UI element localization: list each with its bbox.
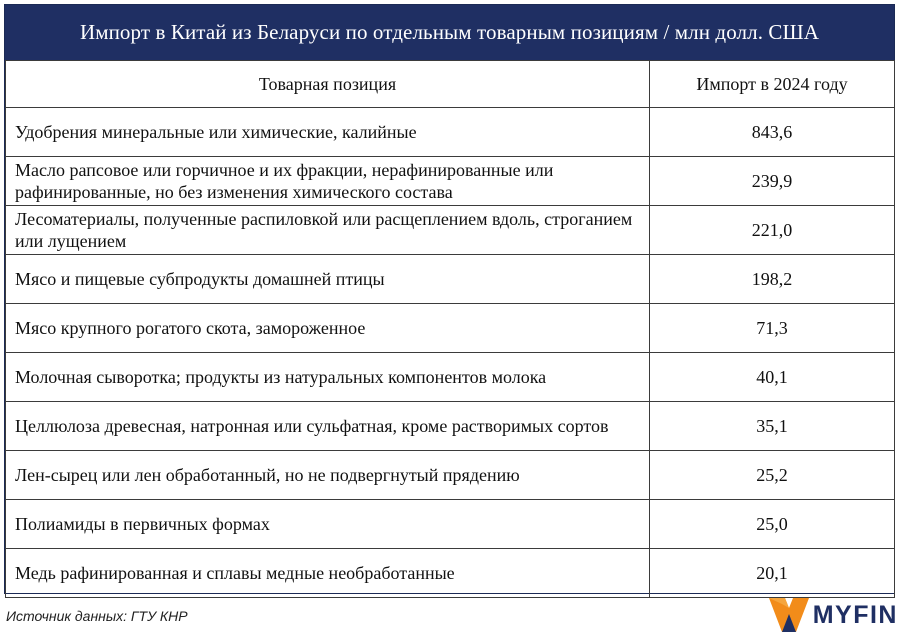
table-frame: [4, 4, 895, 594]
row-item: Целлюлоза древесная, натронная или сульфатная, кроме растворимых сортов: [6, 402, 650, 451]
myfin-logo: [769, 598, 898, 632]
table-row: [6, 108, 895, 157]
table-row: [6, 206, 895, 255]
row-value: 20,1: [650, 549, 895, 598]
row-value: 843,6: [650, 108, 895, 157]
row-value: 221,0: [650, 206, 895, 255]
row-value: 35,1: [650, 402, 895, 451]
source-note: Источник данных: ГТУ КНР: [6, 608, 188, 624]
header-value: Импорт в 2024 году: [650, 61, 895, 108]
row-item: Молочная сыворотка; продукты из натуральных компонентов молока: [6, 353, 650, 402]
row-value: 25,2: [650, 451, 895, 500]
import-table: [5, 60, 895, 598]
logo-text: MYFIN: [812, 600, 898, 629]
row-value: 25,0: [650, 500, 895, 549]
row-item: Полиамиды в первичных формах: [6, 500, 650, 549]
row-item: Лен-сырец или лен обработанный, но не подвергнутый прядению: [6, 451, 650, 500]
table-row: [6, 451, 895, 500]
row-value: 239,9: [650, 157, 895, 206]
row-item: Лесоматериалы, полученные распиловкой или расщеплением вдоль, строганием или лущением: [6, 206, 650, 255]
table-row: [6, 500, 895, 549]
row-value: 40,1: [650, 353, 895, 402]
table-title: Импорт в Китай из Беларуси по отдельным товарным позициям / млн долл. США: [5, 5, 894, 60]
header-row: [6, 61, 895, 108]
row-item: Медь рафинированная и сплавы медные необработанные: [6, 549, 650, 598]
header-item: Товарная позиция: [6, 61, 650, 108]
row-value: 198,2: [650, 255, 895, 304]
row-item: Удобрения минеральные или химические, калийные: [6, 108, 650, 157]
table-row: [6, 255, 895, 304]
row-item: Мясо и пищевые субпродукты домашней птицы: [6, 255, 650, 304]
table-row: [6, 402, 895, 451]
table-row: [6, 549, 895, 598]
row-value: 71,3: [650, 304, 895, 353]
table-row: [6, 353, 895, 402]
table-row: [6, 304, 895, 353]
footer: [0, 594, 904, 637]
row-item: Мясо крупного рогатого скота, замороженное: [6, 304, 650, 353]
myfin-v-logo-icon: [769, 598, 809, 632]
table-row: [6, 157, 895, 206]
row-item: Масло рапсовое или горчичное и их фракции, нерафинированные или рафинированные, но без изменения химического состава: [6, 157, 650, 206]
